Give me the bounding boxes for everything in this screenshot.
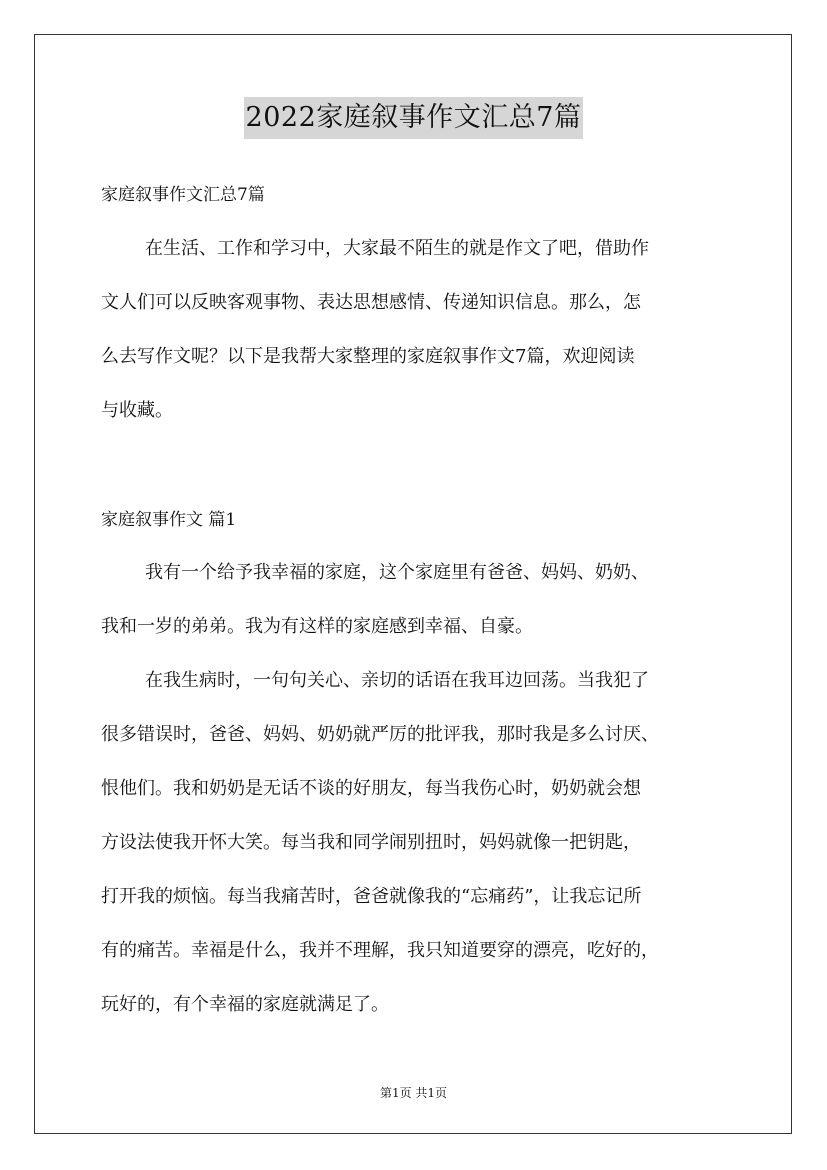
paragraph-line: 玩好的，有个幸福的家庭就满足了。 — [101, 994, 389, 1015]
document-title-wrap — [0, 97, 827, 139]
paragraph-line: 有的痛苦。幸福是什么，我并不理解，我只知道要穿的漂亮，吃好的， — [101, 940, 659, 961]
paragraph-line: 我有一个给予我幸福的家庭，这个家庭里有爸爸、妈妈、奶奶、 — [145, 562, 649, 583]
paragraph-line: 在我生病时，一句句关心、亲切的话语在我耳边回荡。当我犯了 — [145, 670, 649, 691]
paragraph-line: 打开我的烦恼。每当我痛苦时，爸爸就像我的“忘痛药”，让我忘记所 — [101, 886, 642, 907]
paragraph-line: 很多错误时，爸爸、妈妈、奶奶就严厉的批评我，那时我是多么讨厌、 — [101, 724, 659, 745]
document-title: 2022家庭叙事作文汇总7篇 — [244, 97, 584, 139]
document-subtitle: 家庭叙事作文汇总7篇 — [101, 185, 265, 205]
page-footer: 第1页 共1页 — [379, 1086, 448, 1100]
paragraph-line: 我和一岁的弟弟。我为有这样的家庭感到幸福、自豪。 — [101, 616, 533, 637]
intro-line: 文人们可以反映客观事物、表达思想感情、传递知识信息。那么，怎 — [101, 292, 641, 313]
intro-line: 与收藏。 — [101, 400, 173, 421]
intro-line: 么去写作文呢？以下是我帮大家整理的家庭叙事作文7篇，欢迎阅读 — [101, 346, 635, 367]
paragraph-line: 方设法使我开怀大笑。每当我和同学闹别扭时，妈妈就像一把钥匙， — [101, 832, 641, 853]
paragraph-line: 恨他们。我和奶奶是无话不谈的好朋友，每当我伤心时，奶奶就会想 — [101, 778, 641, 799]
section-heading: 家庭叙事作文 篇1 — [101, 510, 237, 530]
intro-line: 在生活、工作和学习中，大家最不陌生的就是作文了吧，借助作 — [145, 238, 649, 259]
